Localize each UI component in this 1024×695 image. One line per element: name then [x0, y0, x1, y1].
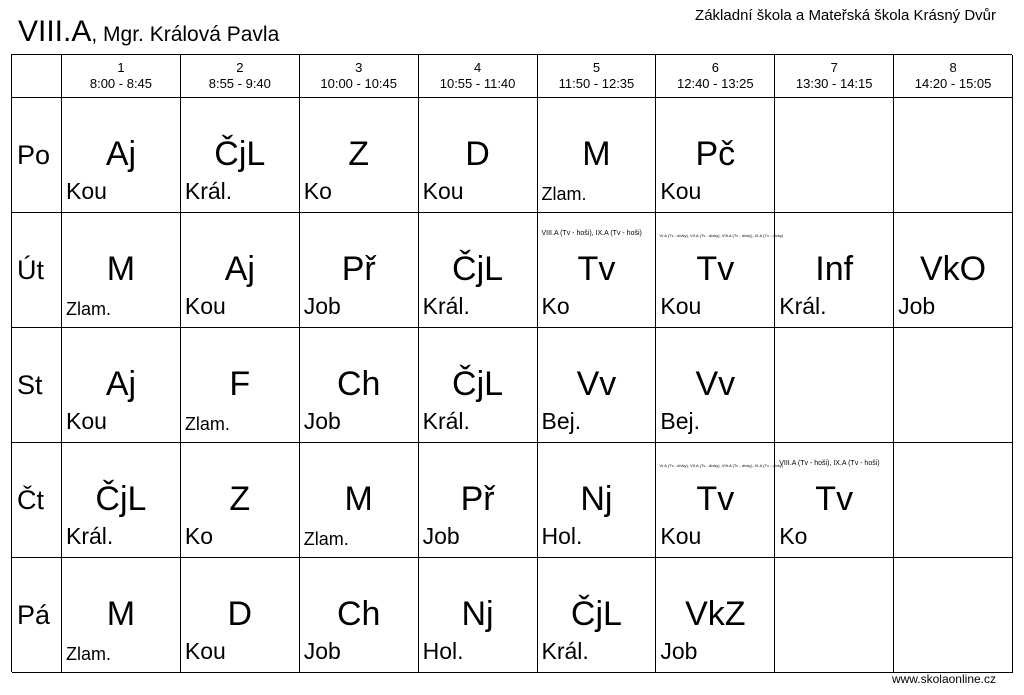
subject-abbr: Tv: [577, 250, 616, 288]
subject-abbr: Inf: [815, 250, 854, 288]
teacher-abbr: Král.: [541, 638, 589, 664]
teacher-abbr: Kou: [660, 523, 702, 549]
subject-abbr: Pč: [695, 135, 736, 173]
group-note: VIII.A (Tv - hoši), IX.A (Tv - hoši): [541, 230, 642, 237]
group-note: VI.A (Tv - dívky), VII.A (Tv - dívky), VIII.A (Tv - dívky), IX.A (Tv - dívky): [659, 233, 784, 238]
day-label: St: [12, 328, 62, 443]
subject-abbr: M: [344, 480, 373, 518]
teacher-abbr: Ko: [184, 523, 214, 549]
lesson-cell: [300, 328, 419, 443]
period-time: 13:30 - 14:15: [795, 76, 873, 91]
empty-cell: [894, 98, 1013, 213]
empty-cell: [775, 558, 894, 673]
subject-abbr: D: [227, 595, 253, 633]
teacher-abbr: Bej.: [660, 408, 701, 434]
lesson-cell: [300, 98, 419, 213]
teacher-abbr: Kou: [660, 178, 702, 204]
subject-abbr: ČjL: [452, 250, 504, 288]
period-header: [656, 55, 775, 98]
period-time: 8:00 - 8:45: [89, 76, 153, 91]
teacher-abbr: Job: [898, 293, 936, 319]
subject-abbr: Aj: [105, 365, 137, 403]
lesson-cell: [300, 558, 419, 673]
lesson-cell: [181, 443, 300, 558]
teacher-abbr: Zlam.: [541, 184, 587, 204]
group-note: VI.A (Tv - dívky), VII.A (Tv - dívky), VIII.A (Tv - dívky), IX.A (Tv - dívky): [659, 463, 784, 468]
period-number: 8: [949, 60, 957, 75]
lesson-cell: [181, 98, 300, 213]
lesson-cell: [419, 443, 538, 558]
teacher-abbr: Zlam.: [184, 414, 230, 434]
teacher-abbr: Král.: [66, 523, 114, 549]
teacher-abbr: Zlam.: [66, 644, 111, 664]
lesson-cell: [62, 443, 181, 558]
empty-cell: [894, 558, 1013, 673]
teacher-abbr: Král.: [422, 293, 470, 319]
lesson-cell: [62, 328, 181, 443]
timetable-grid: [11, 54, 1012, 672]
teacher-abbr: Ko: [541, 293, 570, 319]
period-header: [181, 55, 300, 98]
lesson-cell: [62, 98, 181, 213]
teacher-abbr: Hol.: [541, 523, 583, 549]
lesson-cell: [419, 213, 538, 328]
subject-abbr: ČjL: [570, 595, 622, 633]
lesson-cell: [538, 328, 657, 443]
teacher-abbr: Kou: [66, 178, 107, 204]
period-number: 1: [117, 60, 125, 75]
subject-abbr: Př: [341, 250, 376, 288]
subject-abbr: D: [465, 135, 490, 173]
subject-abbr: Vv: [695, 365, 736, 403]
subject-abbr: Aj: [224, 250, 255, 288]
lesson-cell: [419, 558, 538, 673]
subject-abbr: Tv: [696, 480, 735, 518]
subject-abbr: VkO: [920, 250, 987, 288]
lesson-cell: [656, 213, 784, 328]
subject-abbr: Tv: [696, 250, 735, 288]
subject-abbr: Nj: [580, 480, 613, 518]
subject-abbr: Př: [460, 480, 495, 518]
subject-abbr: Nj: [461, 595, 494, 633]
lesson-cell: [894, 213, 1013, 328]
lesson-cell: [181, 558, 300, 673]
lesson-cell: [62, 213, 181, 328]
period-time: 8:55 - 9:40: [208, 76, 271, 91]
period-header: [538, 55, 657, 98]
class-teacher: , Mgr. Králová Pavla: [91, 23, 280, 46]
teacher-abbr: Ko: [303, 178, 332, 204]
lesson-cell: [300, 443, 419, 558]
subject-abbr: ČjL: [214, 135, 266, 173]
teacher-abbr: Job: [422, 523, 460, 549]
subject-abbr: F: [229, 365, 251, 403]
teacher-abbr: Zlam.: [303, 529, 349, 549]
lesson-cell: [538, 213, 657, 328]
subject-abbr: Aj: [105, 135, 137, 173]
subject-abbr: VkZ: [685, 595, 746, 633]
group-note: VIII.A (Tv - hoši), IX.A (Tv - hoši): [779, 460, 880, 467]
day-label: Po: [12, 98, 62, 213]
teacher-abbr: Kou: [66, 408, 107, 434]
lesson-cell: [775, 213, 894, 328]
subject-abbr: ČjL: [95, 480, 147, 518]
period-header: [62, 55, 181, 98]
subject-abbr: Z: [229, 480, 251, 518]
subject-abbr: M: [582, 135, 611, 173]
class-name: VIII.A: [18, 15, 92, 48]
period-number: 5: [592, 60, 601, 75]
period-time: 11:50 - 12:35: [558, 76, 635, 91]
period-number: 4: [473, 60, 482, 75]
lesson-cell: [300, 213, 419, 328]
teacher-abbr: Hol.: [422, 638, 464, 664]
day-label: Čt: [12, 443, 62, 558]
empty-cell: [775, 98, 894, 213]
period-time: 10:55 - 11:40: [439, 76, 516, 91]
empty-cell: [894, 328, 1013, 443]
period-number: 2: [236, 60, 244, 75]
subject-abbr: Ch: [336, 595, 381, 633]
subject-abbr: M: [106, 595, 136, 633]
subject-abbr: Tv: [815, 480, 854, 518]
teacher-abbr: Král.: [779, 293, 827, 319]
lesson-cell: [775, 443, 894, 558]
teacher-abbr: Kou: [660, 293, 702, 319]
subject-abbr: M: [106, 250, 136, 288]
lesson-cell: [419, 328, 538, 443]
day-label: Út: [12, 213, 62, 328]
corner-cell: [12, 55, 62, 98]
subject-abbr: ČjL: [452, 365, 504, 403]
teacher-abbr: Job: [303, 408, 341, 434]
lesson-cell: [181, 328, 300, 443]
school-name: Základní škola a Mateřská škola Krásný Dvůr: [695, 7, 996, 24]
lesson-cell: [62, 558, 181, 673]
period-time: 12:40 - 13:25: [677, 76, 754, 91]
lesson-cell: [656, 558, 775, 673]
teacher-abbr: Ko: [779, 523, 808, 549]
lesson-cell: [181, 213, 300, 328]
period-time: 10:00 - 10:45: [320, 76, 397, 91]
subject-abbr: Vv: [576, 365, 617, 403]
teacher-abbr: Zlam.: [66, 299, 111, 319]
class-title: [18, 14, 279, 53]
period-number: 6: [711, 60, 719, 75]
lesson-cell: [656, 98, 775, 213]
teacher-abbr: Král.: [422, 408, 470, 434]
empty-cell: [775, 328, 894, 443]
period-header: [894, 55, 1013, 98]
lesson-cell: [656, 443, 784, 558]
day-label: Pá: [12, 558, 62, 673]
empty-cell: [894, 443, 1013, 558]
teacher-abbr: Kou: [184, 293, 226, 319]
teacher-abbr: Job: [303, 638, 341, 664]
period-number: 7: [830, 60, 838, 75]
period-header: [775, 55, 894, 98]
lesson-cell: [656, 328, 775, 443]
footer-url[interactable]: www.skolaonline.cz: [891, 672, 996, 686]
lesson-cell: [538, 558, 657, 673]
period-time: 14:20 - 15:05: [914, 76, 992, 91]
teacher-abbr: Job: [303, 293, 341, 319]
period-number: 3: [355, 60, 363, 75]
teacher-abbr: Bej.: [541, 408, 582, 434]
lesson-cell: [538, 98, 657, 213]
teacher-abbr: Král.: [184, 178, 233, 204]
lesson-cell: [419, 98, 538, 213]
teacher-abbr: Kou: [422, 178, 464, 204]
teacher-abbr: Kou: [184, 638, 226, 664]
lesson-cell: [538, 443, 657, 558]
subject-abbr: Z: [348, 135, 370, 173]
period-header: [300, 55, 419, 98]
teacher-abbr: Job: [660, 638, 698, 664]
period-header: [419, 55, 538, 98]
subject-abbr: Ch: [336, 365, 381, 403]
